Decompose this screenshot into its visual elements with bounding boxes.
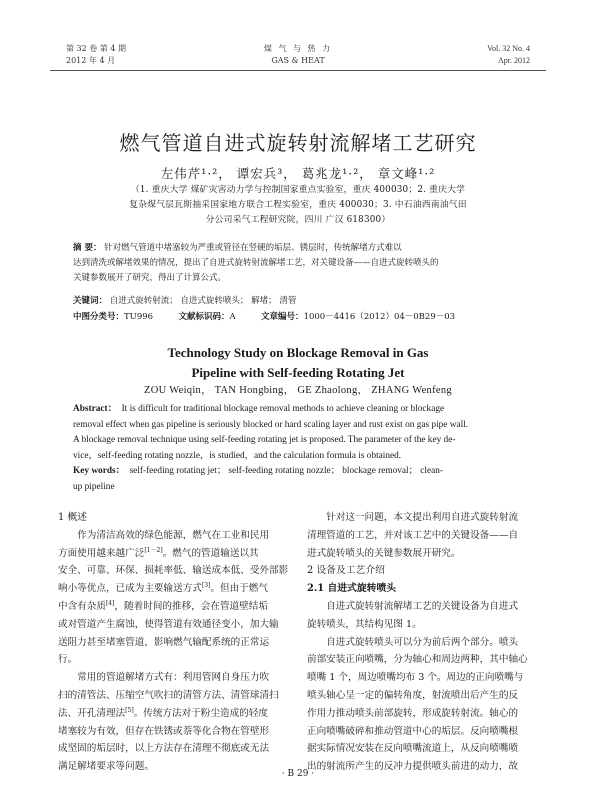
paragraph-line: 清理管道的工艺，并对该工艺中的关键设备——自 — [307, 529, 519, 541]
paragraph-line: 喷头轴心呈一定的偏转角度，射流喷出后产生的反 — [307, 689, 519, 701]
paragraph-line: 作用力推动喷头前部旋转，形成旋转射流。轴心的 — [307, 707, 519, 719]
abstract-cn-line: 达到清洗或解堵效果的情况，提出了自进式旋转射流解堵工艺，对关键设备——自进式旋转喷头的 — [73, 258, 439, 268]
paragraph-line: 中含有杂质[4]，随着时间的推移，会在管道壁结垢 — [58, 599, 268, 612]
paragraph-line: 前部安装正向喷嘴，分为轴心和周边两种，其中轴心 — [307, 654, 528, 666]
keywords-cn-text: 自进式旋转射流； 自进式旋转喷头； 解堵； 清管 — [109, 296, 297, 306]
paragraph-line: 自进式旋转射流解堵工艺的关键设备为自进式 — [326, 600, 519, 612]
paragraph-line: 作为清洁高效的绿色能源，燃气在工业和民用 — [77, 529, 270, 541]
article-number-value: 1000－4416（2012）04－0B29－03 — [303, 312, 456, 322]
affiliation-line: 复杂煤气层瓦斯抽采国家地方联合工程实验室，重庆 400030；3. 中石油西南油气田 — [129, 200, 467, 210]
paragraph-line: 常用的管道解堵方式有：利用管网自身压力吹 — [77, 672, 270, 684]
paragraph-line: 或对管道产生腐蚀，使得管道有效通径变小，加大输 — [58, 618, 279, 630]
paper-title-en-line1: Technology Study on Blockage Removal in Gas — [167, 345, 429, 360]
paragraph-line: 满足解堵要求等问题。 — [58, 761, 154, 773]
clc-value: TU996 — [124, 312, 154, 322]
paragraph-line: 正向喷嘴破碎和推动管道中心的垢层。反向喷嘴根 — [307, 725, 519, 737]
keywords-cn-label: 关键词： — [73, 296, 108, 306]
citation: [3] — [201, 582, 211, 589]
keywords-en-line: self-feeding rotating jet； self-feeding rotating nozzle； blockage removal； clean- — [129, 466, 443, 476]
paragraph-line: 喷嘴 1 个，周边喷嘴均布 3 个。周边的正向喷嘴与 — [307, 672, 524, 684]
journal-date: 2012 年 4 月 — [66, 56, 116, 65]
body-right-column — [307, 509, 539, 776]
journal-volume-en: Vol. 32 No. 4 — [487, 44, 530, 53]
keywords-cn — [73, 294, 525, 309]
keywords-en-line: up pipeline — [73, 481, 115, 492]
paragraph-line: 进式旋转喷头的关键参数展开研究。 — [307, 547, 461, 559]
clc-label: 中图分类号： — [73, 312, 125, 322]
journal-date-en: Apr. 2012 — [498, 56, 530, 65]
abstract-en-line: A blockage removal technique using self-feeding rotating jet is proposed. The parameter of the key de- — [73, 435, 456, 445]
section-heading: 2 设备及工艺介绍 — [307, 565, 385, 577]
affiliation-line: 分公司采气工程研究院，四川 广汉 618300） — [205, 215, 391, 225]
citation: [5] — [125, 706, 134, 714]
citation: [4] — [105, 599, 115, 607]
abstract-en-line: removal effect when gas pipeline is seriously blocked or hard scaling layer and rust exist on gas pipe wall. — [73, 419, 469, 430]
classification-line — [73, 310, 525, 325]
paragraph-line: 扫的清管法、压缩空气吹扫的清管方法、清管球清扫 — [58, 689, 279, 701]
abstract-cn-line: 针对燃气管道中堵塞较为严重或管径在竖硬的垢层、锈层时，传统解堵方式难以 — [104, 243, 402, 253]
journal-name-en: GAS & HEAT — [271, 56, 325, 65]
abstract-en-line: vice，self-feeding rotating nozzle，is studied，and the calculation formula is obtained. — [73, 450, 402, 461]
doc-code-value: A — [229, 312, 236, 322]
paragraph-line: 旋转喷头，其结构见图 1。 — [307, 618, 422, 630]
paper-title-cn: 燃气管道自进式旋转射流解堵工艺研究 — [119, 131, 477, 155]
abstract-cn-line: 关键参数展开了研究，得出了计算公式。 — [73, 273, 227, 283]
paragraph-line: 自进式旋转喷头可以分为前后两个部分。喷头 — [326, 636, 519, 648]
paragraph-line: 方面使用越来越广泛[1－2]。燃气的管道输送以其 — [58, 546, 259, 559]
header-rule — [50, 70, 546, 71]
abstract-cn — [73, 241, 525, 286]
abstract-cn-label: 摘 要： — [73, 243, 102, 253]
paragraph-line: 行。 — [58, 654, 78, 666]
abstract-en-line: It is difficult for traditional blockage removal methods to achieve cleaning or blockage — [121, 404, 445, 414]
paragraph-line: 送阻力甚至堵塞管道，影响燃气输配系统的正常运 — [58, 636, 270, 648]
paragraph-line: 法、开孔清理法[5]。传统方法对于粉尘造成的轻度 — [58, 706, 268, 719]
paragraph-line: 出的射流所产生的反冲力提供喷头前进的动力，故 — [307, 761, 519, 773]
paragraph-line: 安全、可靠、环保、损耗率低、输送成本低、受外部影 — [58, 565, 289, 577]
citation: [1－2] — [144, 546, 163, 554]
paragraph-line: 据实际情况安装在反向喷嘴流道上，从反向喷嘴喷 — [307, 743, 519, 755]
keywords-en-label: Key words： — [73, 466, 125, 476]
abstract-en-label: Abstract： — [73, 404, 117, 414]
journal-name-cn: 煤 气 与 热 力 — [263, 44, 333, 53]
article-number-label: 文章编号： — [261, 312, 304, 322]
abstract-en — [73, 402, 525, 495]
paragraph-line: 针对这一问题，本文提出利用自进式旋转射流 — [326, 512, 519, 523]
authors-en: ZOU Weiqin， TAN Hongbing， GE Zhaolong， ZHANG Wenfeng — [144, 385, 452, 396]
body-left-column — [58, 509, 290, 776]
affiliation-line: （1. 重庆大学 煤矿灾害动力学与控制国家重点实验室，重庆 400030；2. 重庆大学 — [130, 185, 466, 195]
section-heading: 1 概述 — [58, 512, 87, 523]
paragraph-line: 堵塞较为有效，但存在铁锈或萘等化合物在管壁形 — [58, 725, 270, 737]
subsection-heading: 2.1 自进式旋转喷头 — [307, 583, 397, 595]
doc-code-label: 文献标识码： — [178, 312, 230, 322]
page-number: · B 29 · — [281, 769, 315, 779]
paragraph-line: 成坚固的垢层时，以上方法存在清理不彻底或无法 — [58, 743, 270, 755]
authors-cn: 左伟芹¹·²， 谭宏兵³， 葛兆龙¹·²， 章文峰¹·² — [160, 166, 436, 181]
journal-volume: 第 32 卷 第 4 期 — [66, 44, 126, 53]
paper-title-en-line2: Pipeline with Self-feeding Rotating Jet — [191, 365, 405, 380]
paragraph-line: 响小等优点，已成为主要输送方式[3]。但由于燃气 — [58, 582, 268, 595]
